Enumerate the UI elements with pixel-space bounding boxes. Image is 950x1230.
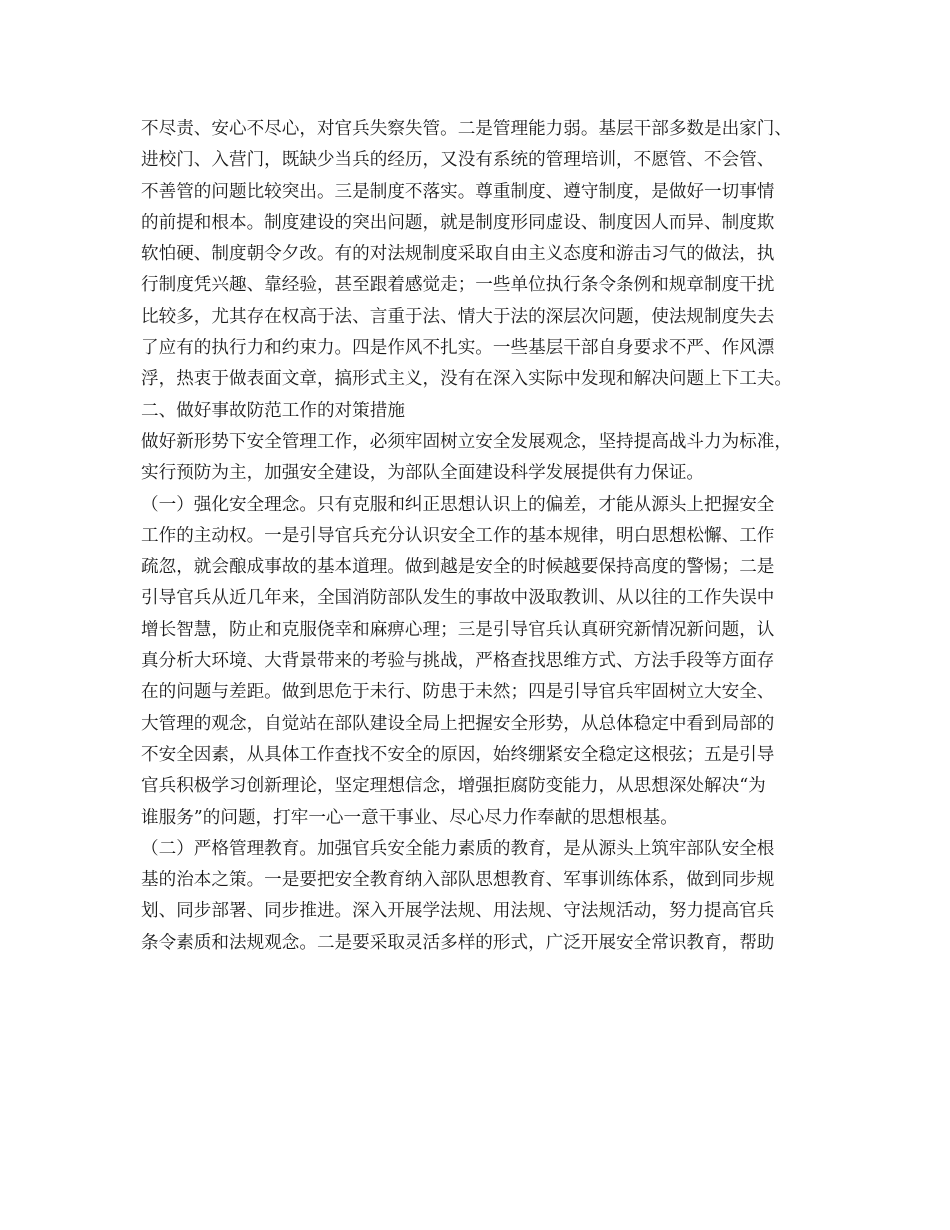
text-line: 不善管的问题比较突出。三是制度不落实。尊重制度、遵守制度，是做好一切事情 [141,181,775,202]
text-line: 进校门、入营门，既缺少当兵的经历，又没有系统的管理培训，不愿管、不会管、 [141,150,775,171]
body-text [141,114,831,959]
section-heading: 二、做好事故防范工作的对策措施 [141,400,405,421]
text-line: 浮，热衷于做表面文章，搞形式主义，没有在深入实际中发现和解决问题上下工夫。 [141,369,792,390]
text-line: 不安全因素，从具体工作查找不安全的原因，始终绷紧安全稳定这根弦；五是引导 [141,744,775,765]
text-line: 不尽责、安心不尽心，对官兵失察失管。二是管理能力弱。基层干部多数是出家门、 [141,119,792,139]
text-line: 软怕硬、制度朝令夕改。有的对法规制度采取自由主义态度和游击习气的做法，执 [141,244,775,265]
text-line: 大管理的观念，自觉站在部队建设全局上把握安全形势，从总体稳定中看到局部的 [141,713,775,734]
text-line: 划、同步部署、同步推进。深入开展学法规、用法规、守法规活动，努力提高官兵 [141,901,775,922]
subsection-line: （一）强化安全理念。只有克服和纠正思想认识上的偏差，才能从源头上把握安全 [141,494,775,515]
text-line: 工作的主动权。一是引导官兵充分认识安全工作的基本规律，明白思想松懈、工作 [141,525,775,546]
text-line: 比较多，尤其存在权高于法、言重于法、情大于法的深层次问题，使法规制度失去 [141,306,775,327]
text-line: 谁服务”的问题，打牢一心一意干事业、尽心尽力作奉献的思想根基。 [141,807,678,828]
text-line: 的前提和根本。制度建设的突出问题，就是制度形同虚设、制度因人而异、制度欺 [141,212,775,233]
text-line: 官兵积极学习创新理论，坚定理想信念，增强拒腐防变能力，从思想深处解决“为 [141,776,766,797]
text-line: 做好新形势下安全管理工作，必须牢固树立安全发展观念，坚持提高战斗力为标准， [141,431,792,452]
text-line: 引导官兵从近几年来，全国消防部队发生的事故中汲取教训、从以往的工作失误中 [141,588,775,609]
text-line: 真分析大环境、大背景带来的考验与挑战，严格查找思维方式、方法手段等方面存 [141,651,775,672]
text-line: 增长智慧，防止和克服侥幸和麻痹心理；三是引导官兵认真研究新情况新问题，认 [141,619,775,640]
text-line: 基的治本之策。一是要把安全教育纳入部队思想教育、军事训练体系，做到同步规 [141,870,775,891]
text-line: 在的问题与差距。做到思危于未行、防患于未然；四是引导官兵牢固树立大安全、 [141,682,775,703]
text-line: 了应有的执行力和约束力。四是作风不扎实。一些基层干部自身要求不严、作风漂 [141,338,775,359]
text-line: 行制度凭兴趣、靠经验，甚至跟着感觉走；一些单位执行条令条例和规章制度干扰 [141,275,775,296]
text-line: 实行预防为主，加强安全建设，为部队全面建设科学发展提供有力保证。 [141,463,705,484]
text-line: 条令素质和法规观念。二是要采取灵活多样的形式，广泛开展安全常识教育，帮助 [141,932,775,953]
subsection-line: （二）严格管理教育。加强官兵安全能力素质的教育，是从源头上筑牢部队安全根 [141,838,775,859]
text-line: 疏忽，就会酿成事故的基本道理。做到越是安全的时候越要保持高度的警惕；二是 [141,557,775,578]
